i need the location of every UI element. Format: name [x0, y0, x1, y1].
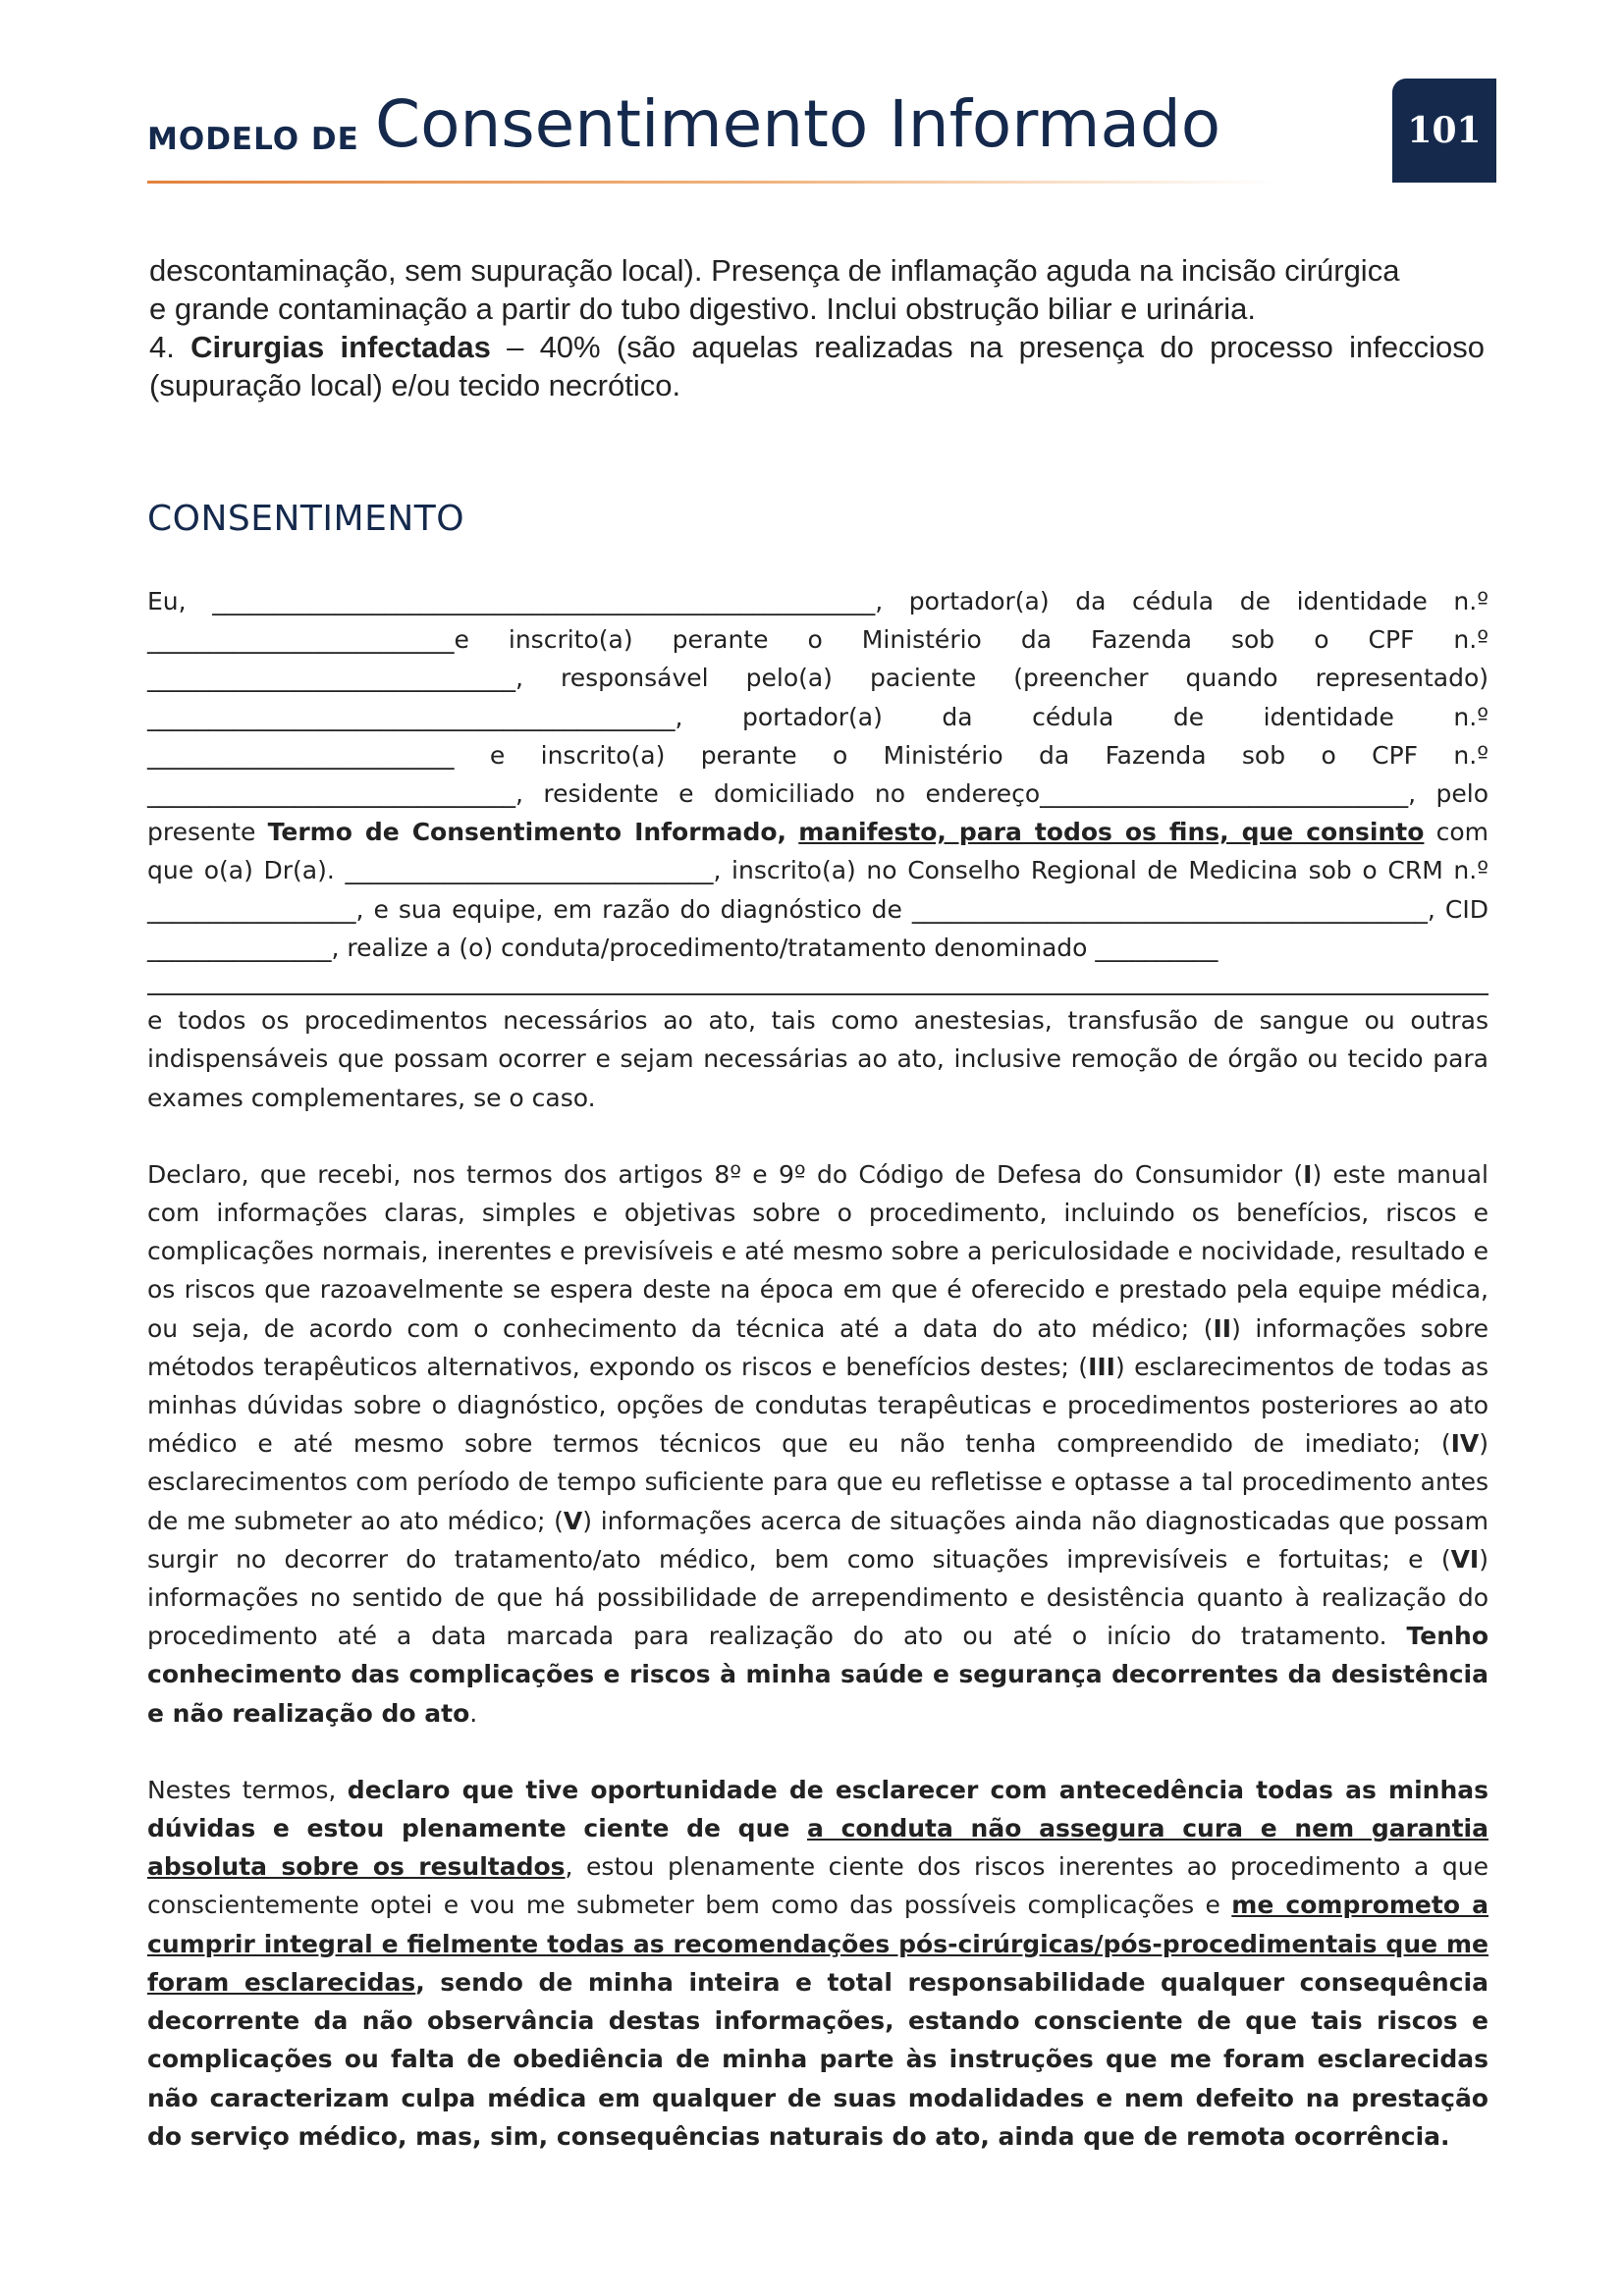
consent-term-title: Termo de Consentimento Informado,	[267, 818, 787, 847]
no-guarantee-statement: a conduta não assegura cura e nem garantia absoluta sobre os resultados	[147, 1814, 1489, 1882]
risk-awareness-statement: Tenho conhecimento das complicações e riscos à minha saúde e segurança decorrentes da desistência e não realização do ato	[147, 1622, 1489, 1728]
consent-statement: manifesto, para todos os fins, que consinto	[798, 818, 1425, 847]
consent-text: com que o(a) Dr(a). ______________________________, inscrito(a) no Conselho Regional de Medicina sob o CRM n.º _________________, e sua equipe, em razão do diagnóstico de __________________________________________, CID _______________, realize a (o) conduta/procedimento/tratamento denominado __________	[147, 818, 1489, 962]
consent-text: Eu, ______________________________________________________, portador(a) da cédula de identidade n.º _________________________e inscrito(a) perante o Ministério da Fazenda sob o CPF n.º ______________________________, responsável pelo(a) paciente (preencher quando representado) ___________________________________________, portador(a) da cédula de identidade n.º _________________________ e inscrito(a) perante o Ministério da Fazenda sob o CPF n.º ______________________________, residente e domiciliado no endereço______________________________, pelo presente	[147, 587, 1489, 847]
commitment-statement: me comprometo a cumprir integral e fielmente todas as recomendações pós-cirúrgicas/pós-procedimentais que me foram esclarecidas	[147, 1891, 1489, 1997]
declaration-statement: declaro que tive oportunidade de esclarecer com antecedência todas as minhas dúvidas e estou plenamente ciente de que	[147, 1775, 1489, 1843]
roman-numeral: I	[1303, 1159, 1313, 1189]
intro-item-4	[149, 328, 1485, 404]
header-title: Consentimento Informado	[375, 86, 1221, 162]
page-header	[147, 86, 1286, 187]
consent-paragraph-1	[147, 582, 1489, 1117]
terms-paragraph: Nestes termos, declaro que tive oportunidade de esclarecer com antecedência todas as minhas dúvidas e estou plenamente ciente de que a conduta não assegura cura e nem garantia absoluta sobre os resultados, estou plenamente ciente dos riscos inerentes ao procedimento a que conscientemente optei e vou me submeter bem como das possíveis complicações e me comprometo a cumprir integral e fielmente todas as recomendações pós-cirúrgicas/pós-procedimentais que me foram esclarecidas, sendo de minha inteira e total responsabilidade qualquer consequência decorrente da não observância destas informações, estando consciente de que tais riscos e complicações ou falta de obediência de minha parte às instruções que me foram esclarecidas não caracterizam culpa médica em qualquer de suas modalidades e nem defeito na prestação do serviço médico, mas, sim, consequências naturais do ato, ainda que de remota ocorrência.	[147, 1775, 1489, 2151]
item-4-number: 4.	[149, 330, 191, 364]
page-number: 101	[1392, 79, 1496, 183]
intro-line-1: descontaminação, sem supuração local). Presença de inflamação aguda na incisão cirúrgica	[149, 253, 1400, 288]
intro-line-2: e grande contaminação a partir do tubo digestivo. Inclui obstrução biliar e urinária.	[149, 292, 1256, 326]
roman-numeral: V	[563, 1506, 583, 1535]
consent-body	[147, 582, 1489, 2194]
roman-numeral: II	[1213, 1313, 1232, 1343]
consent-text: e todos os procedimentos necessários ao ato, tais como anestesias, transfusão de sangue ou outras indispensáveis que possam ocorrer e sejam necessárias ao ato, inclusive remoção de órgão ou tecido para exames complementares, se o caso.	[147, 1006, 1489, 1112]
declaration-paragraph: Declaro, que recebi, nos termos dos artigos 8º e 9º do Código de Defesa do Consumidor (I) este manual com informações claras, simples e objetivas sobre o procedimento, incluindo os benefícios, riscos e complicações normais, inerentes e previsíveis e até mesmo sobre a periculosidade e nocividade, resultado e os riscos que razoavelmente se espera deste na época em que é oferecido e prestado pela equipe médica, ou seja, de acordo com o conhecimento da técnica até a data do ato médico; (II) informações sobre métodos terapêuticos alternativos, expondo os riscos e benefícios destes; (III) esclarecimentos de todas as minhas dúvidas sobre o diagnóstico, opções de condutas terapêuticas e procedimentos posteriores ao ato médico e até mesmo sobre termos técnicos que eu não tenha compreendido de imediato; (IV) esclarecimentos com período de tempo suficiente para que eu refletisse e optasse a tal procedimento antes de me submeter ao ato médico; (V) informações acerca de situações ainda não diagnosticadas que possam surgir no decorrer do tratamento/ato médico, bem como situações imprevisíveis e fortuitas; e (VI) informações no sentido de que há possibilidade de arrependimento e desistência quanto à realização do procedimento até a data marcada para realização do ato ou até o início do tratamento. Tenho conhecimento das complicações e riscos à minha saúde e segurança decorrentes da desistência e não realização do ato.	[147, 1159, 1489, 1728]
section-title: CONSENTIMENTO	[147, 499, 465, 539]
responsibility-statement: , sendo de minha inteira e total responsabilidade qualquer consequência decorrente da não observância destas informações, estando consciente de que tais riscos e complicações ou falta de obediência de minha parte às instruções que me foram esclarecidas não caracterizam culpa médica em qualquer de suas modalidades e nem defeito na prestação do serviço médico, mas, sim, consequências naturais do ato, ainda que de remota ocorrência.	[147, 1967, 1489, 2151]
header-divider	[147, 181, 1276, 184]
header-prefix: MODELO DE	[147, 122, 359, 157]
intro-text	[149, 251, 1485, 404]
roman-numeral: VI	[1450, 1544, 1480, 1574]
roman-numeral: III	[1088, 1352, 1115, 1381]
item-4-text: – 40% (são aquelas realizadas na presença do processo infeccioso (supuração local) e/ou tecido necrótico.	[149, 330, 1485, 402]
blank-fill-line	[147, 957, 1489, 995]
roman-numeral: IV	[1450, 1429, 1480, 1459]
item-4-term: Cirurgias infectadas	[190, 330, 491, 364]
